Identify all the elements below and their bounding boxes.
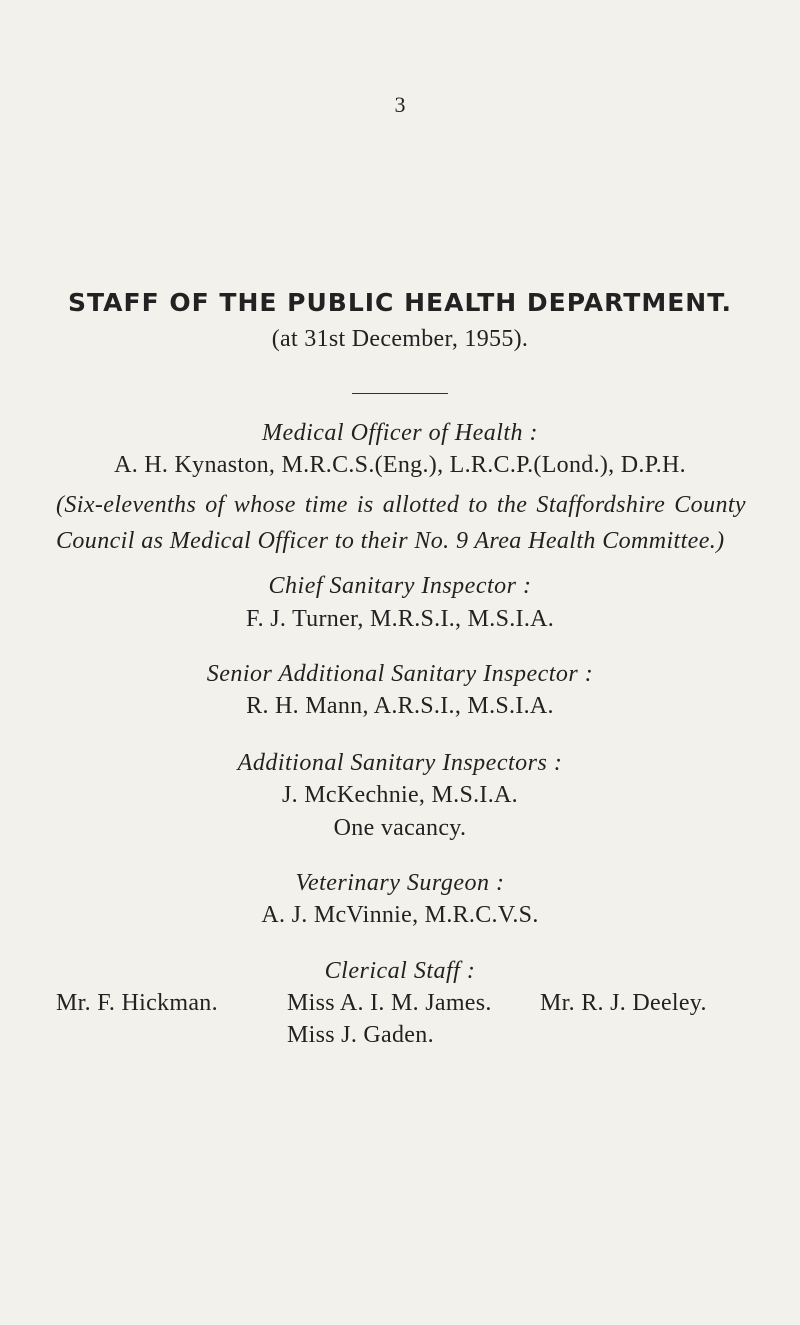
clerical-name-3: Mr. R. J. Deeley. (540, 990, 707, 1016)
page-number: 3 (394, 92, 406, 117)
section-heading-clerical-staff: Clerical Staff : (324, 958, 476, 984)
medical-officer-note: (Six-elevenths of whose time is allotted to the Staffordshire County Council as Medical Officer to their No. 9 Area Health Committee.) (56, 492, 746, 554)
section-heading-senior-additional-inspector: Senior Additional Sanitary Inspector : (206, 661, 594, 687)
staff-name-veterinary-surgeon: A. J. McVinnie, M.R.C.V.S. (261, 902, 539, 928)
staff-name-chief-sanitary-inspector: F. J. Turner, M.R.S.I., M.S.I.A. (245, 606, 555, 632)
staff-name-senior-additional-inspector: R. H. Mann, A.R.S.I., M.S.I.A. (246, 693, 554, 719)
staff-name-additional-inspector-2: One vacancy. (333, 815, 467, 841)
section-heading-medical-officer: Medical Officer of Health : (261, 420, 539, 446)
staff-name-additional-inspector-1: J. McKechnie, M.S.I.A. (282, 782, 518, 808)
section-heading-additional-inspectors: Additional Sanitary Inspectors : (237, 750, 563, 776)
clerical-name-1: Mr. F. Hickman. (56, 990, 218, 1016)
page-subtitle: (at 31st December, 1955). (271, 326, 529, 352)
clerical-name-2: Miss A. I. M. James. (287, 990, 492, 1016)
section-heading-chief-sanitary-inspector: Chief Sanitary Inspector : (268, 573, 532, 599)
clerical-name-4: Miss J. Gaden. (287, 1022, 434, 1048)
section-heading-veterinary-surgeon: Veterinary Surgeon : (295, 870, 505, 896)
staff-name-medical-officer: A. H. Kynaston, M.R.C.S.(Eng.), L.R.C.P.(Lond.), D.P.H. (114, 452, 686, 478)
divider (352, 393, 448, 394)
page-title: STAFF OF THE PUBLIC HEALTH DEPARTMENT. (68, 288, 732, 317)
